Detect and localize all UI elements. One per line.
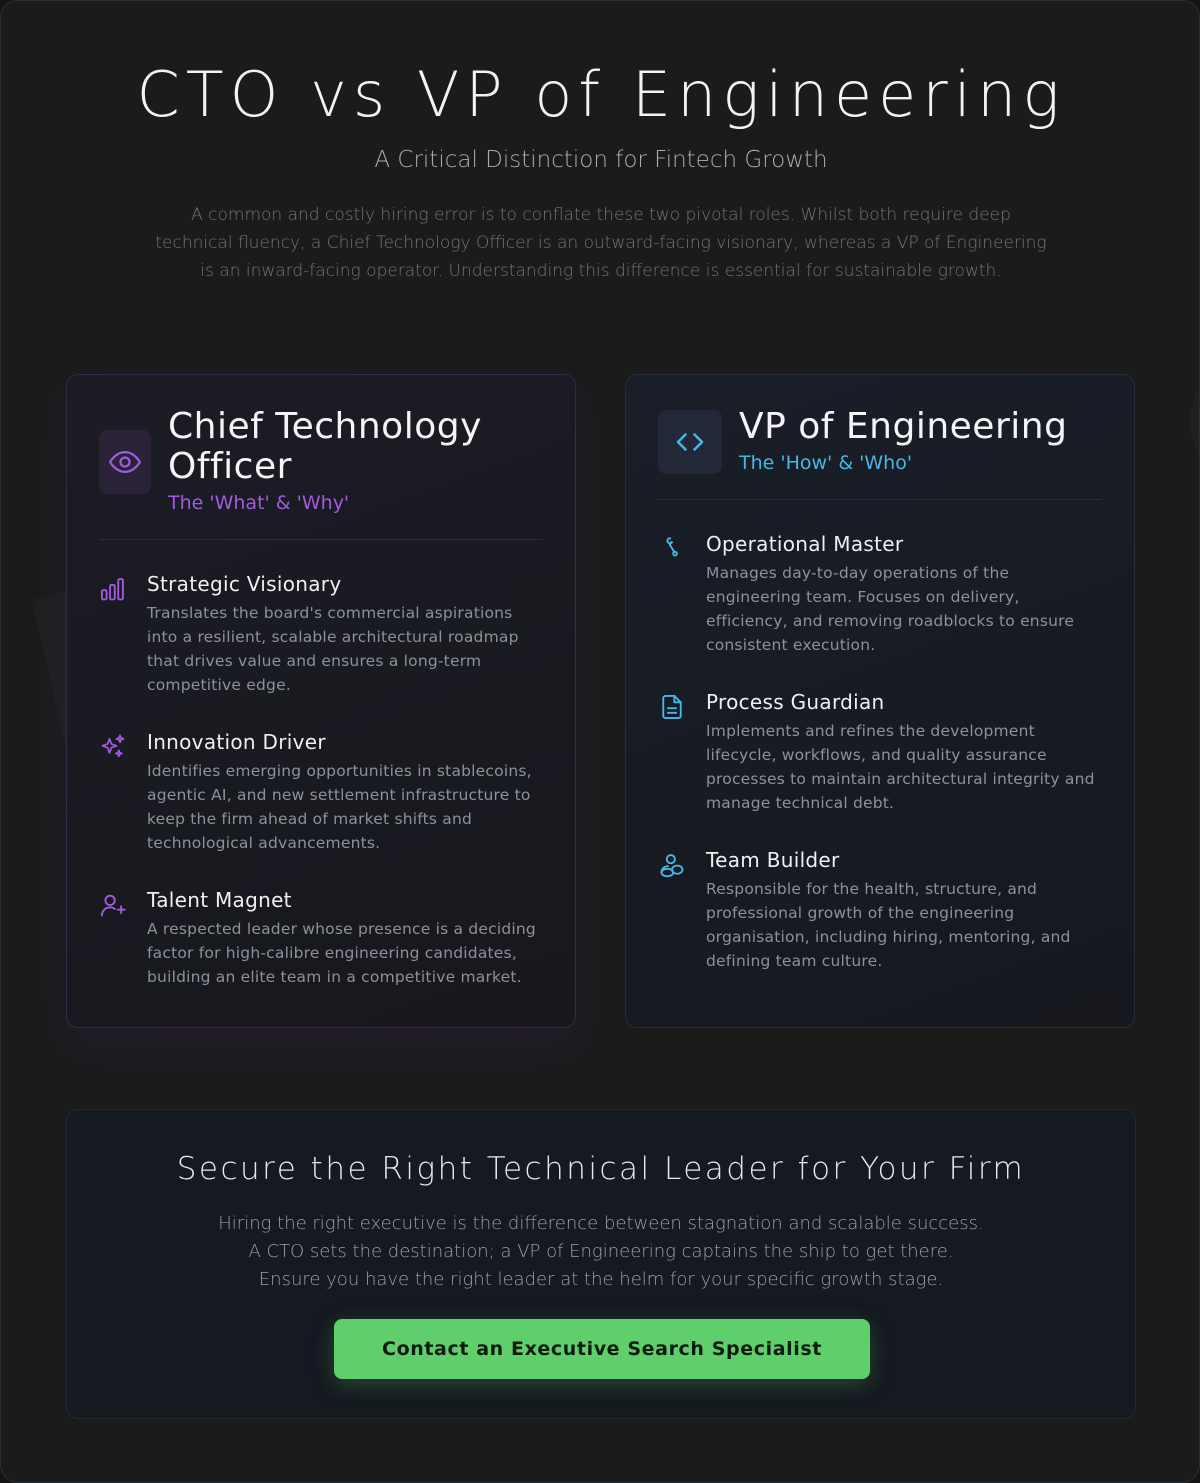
feature-description: Manages day-to-day operations of the engineering team. Focuses on delivery, efficiency, and removing roadblocks to ensure consistent execution.	[706, 564, 1075, 654]
bar-chart-icon	[99, 575, 129, 605]
vp-card-header	[658, 407, 1102, 477]
document-icon	[658, 693, 688, 723]
cta-title: Secure the Right Technical Leader for Your Firm	[176, 1151, 1026, 1187]
vp-feature-team-builder	[658, 847, 1104, 973]
cta-text-line: Hiring the right executive is the difference between stagnation and scalable success.	[218, 1213, 984, 1234]
eye-icon	[99, 430, 151, 494]
feature-description: Translates the board's commercial aspirations into a resilient, scalable architectural roadmap that drives value and ensures a long-term competitive edge.	[147, 604, 519, 694]
wrench-icon	[658, 535, 688, 565]
cta-panel	[66, 1109, 1136, 1419]
page-title: CTO vs VP of Engineering	[136, 58, 1066, 131]
vp-card-title: VP of Engineering	[739, 406, 1068, 447]
feature-description: Responsible for the health, structure, and professional growth of the engineering organisation, including hiring, mentoring, and defining team culture.	[706, 880, 1071, 970]
cto-card	[66, 374, 576, 1028]
cto-card-header	[99, 407, 543, 517]
feature-description: Identifies emerging opportunities in stablecoins, agentic AI, and new settlement infrastructure to keep the firm ahead of market shifts and technological advancements.	[147, 762, 532, 852]
cto-feature-innovation-driver	[99, 729, 545, 855]
cto-card-tagline: The 'What' & 'Why'	[168, 492, 350, 514]
sparkles-icon	[99, 733, 129, 763]
vp-card	[625, 374, 1135, 1028]
hero-header	[1, 59, 1200, 285]
cto-feature-list	[99, 571, 545, 1021]
code-icon	[658, 410, 722, 474]
intro-paragraph: A common and costly hiring error is to conflate these two pivotal roles. Whilst both require deep technical fluency, a Chief Technology Officer is an outward-facing visionary, whereas a VP of Engineering is an inward-facing operator. Understanding this difference is essential for sustainable growth.	[155, 205, 1047, 281]
vp-feature-process-guardian	[658, 689, 1104, 815]
feature-description: Implements and refines the development lifecycle, workflows, and quality assurance processes to maintain architectural integrity and manage technical debt.	[706, 722, 1095, 812]
vp-feature-list	[658, 531, 1104, 1005]
cta-text-line: A CTO sets the destination; a VP of Engineering captains the ship to get there.	[248, 1241, 954, 1262]
page-subtitle: A Critical Distinction for Fintech Growth	[374, 147, 828, 173]
feature-description: A respected leader whose presence is a deciding factor for high-calibre engineering candidates, building an elite team in a competitive market.	[147, 920, 536, 986]
cto-feature-talent-magnet	[99, 887, 545, 989]
cta-text-line: Ensure you have the right leader at the helm for your specific growth stage.	[258, 1269, 944, 1290]
feature-title: Team Builder	[706, 848, 840, 872]
feature-title: Innovation Driver	[147, 730, 326, 754]
vp-feature-operational-master	[658, 531, 1104, 657]
feature-title: Operational Master	[706, 532, 904, 556]
user-plus-icon	[99, 891, 129, 921]
cto-card-divider	[99, 539, 543, 540]
feature-title: Strategic Visionary	[147, 572, 342, 596]
cto-card-title: Chief Technology Officer	[168, 406, 482, 487]
vp-card-divider	[658, 499, 1102, 500]
feature-title: Talent Magnet	[147, 888, 292, 912]
contact-specialist-button[interactable]: Contact an Executive Search Specialist	[334, 1319, 870, 1379]
users-icon	[658, 851, 688, 881]
vp-card-tagline: The 'How' & 'Who'	[739, 452, 913, 474]
cto-feature-strategic-visionary	[99, 571, 545, 697]
feature-title: Process Guardian	[706, 690, 885, 714]
